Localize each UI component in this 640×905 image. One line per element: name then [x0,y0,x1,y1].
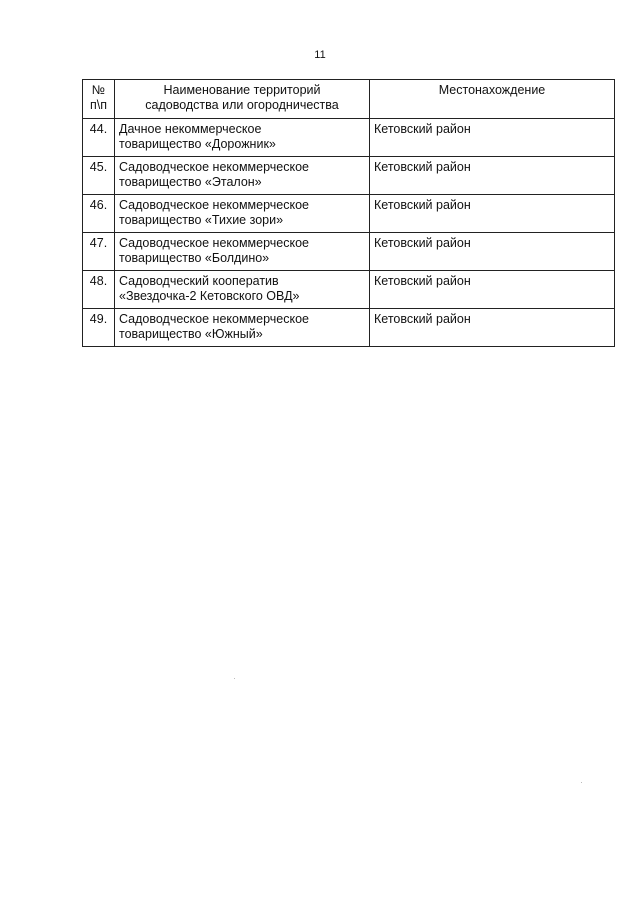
row-name [115,195,370,233]
table-row [83,309,615,347]
row-number: 44. [83,119,115,157]
row-name [115,309,370,347]
header-location-text: Местонахождение [438,83,546,97]
row-name-line2: товарищество «Южный» [119,327,263,341]
row-location: Кетовский район [370,309,615,347]
table-header-row [83,80,615,119]
row-name-line1: Садоводческое некоммерческое [119,198,309,212]
territories-table [82,79,615,347]
row-name [115,233,370,271]
header-location [370,80,615,119]
table-row [83,233,615,271]
header-name [115,80,370,119]
row-name-line1: Садоводческое некоммерческое [119,312,309,326]
header-number [83,80,115,119]
row-number: 46. [83,195,115,233]
row-name [115,119,370,157]
row-name [115,157,370,195]
row-name-line2: товарищество «Тихие зори» [119,213,284,227]
row-name-line1: Садоводческое некоммерческое [119,236,309,250]
table-row [83,271,615,309]
row-location: Кетовский район [370,271,615,309]
table-row [83,195,615,233]
row-number: 47. [83,233,115,271]
row-name-line2: товарищество «Эталон» [119,175,262,189]
row-number: 49. [83,309,115,347]
row-name-line2: товарищество «Дорожник» [119,137,276,151]
row-location: Кетовский район [370,233,615,271]
table-row [83,119,615,157]
row-location: Кетовский район [370,195,615,233]
row-name-line2: товарищество «Болдино» [119,251,270,265]
table-row [83,157,615,195]
row-number: 45. [83,157,115,195]
row-location: Кетовский район [370,157,615,195]
row-name [115,271,370,309]
row-name-line1: Садоводческий кооператив [119,274,279,288]
header-number-line2: п\п [89,98,107,112]
row-location: Кетовский район [370,119,615,157]
row-name-line1: Дачное некоммерческое [119,122,262,136]
row-number: 48. [83,271,115,309]
scan-speck [581,782,582,783]
scan-speck [234,678,235,679]
row-name-line2: «Звездочка-2 Кетовского ОВД» [119,289,300,303]
page-number: 11 [314,49,326,61]
header-name-line1: Наименование территорий [163,83,321,97]
header-name-line2: садоводства или огородничества [145,98,339,112]
header-number-line1: № [91,83,106,97]
row-name-line1: Садоводческое некоммерческое [119,160,309,174]
